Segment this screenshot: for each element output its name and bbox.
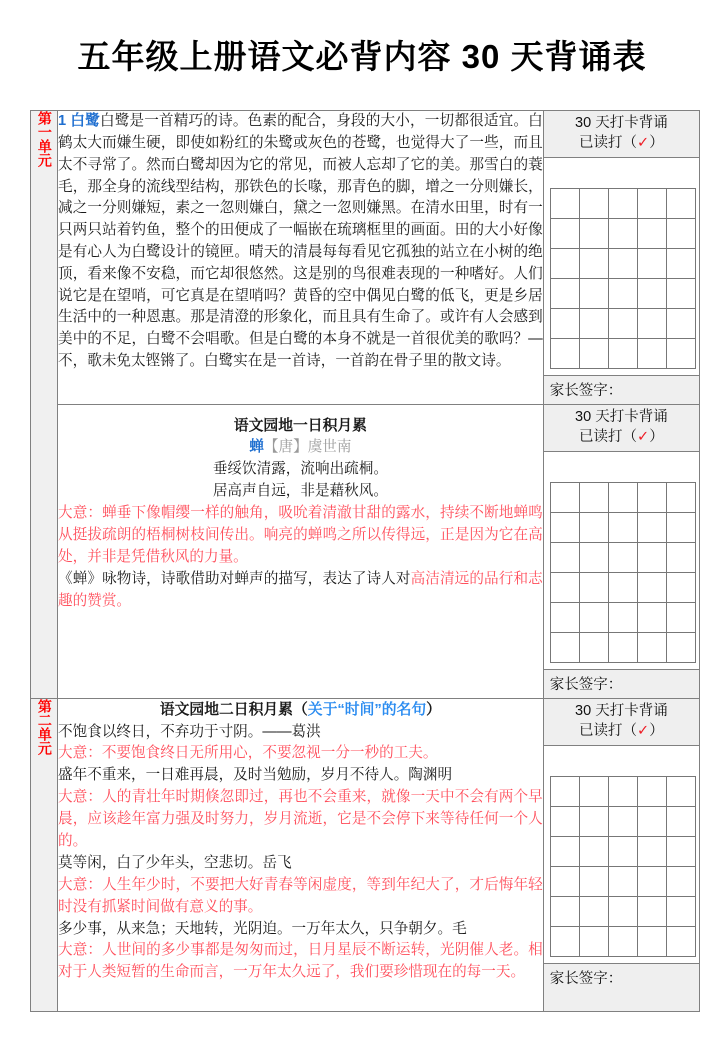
day-cell[interactable]: [608, 513, 637, 543]
day-cell[interactable]: [608, 249, 637, 279]
day-cell[interactable]: [550, 573, 579, 603]
day-cell[interactable]: [608, 633, 637, 663]
day-grid-row: [550, 867, 695, 897]
day-grid-row: [550, 513, 695, 543]
day-cell[interactable]: [579, 483, 608, 513]
table-row: [31, 405, 700, 699]
tracker-cell-3: [543, 699, 699, 1012]
tracker-header-line2: [546, 428, 697, 448]
day-cell[interactable]: [666, 837, 695, 867]
passage-body: 白鹭是一首精巧的诗。色素的配合，身段的大小，一切都很适宜。白鹤太大而嫌生硬，即使如粉红的朱鹭或灰色的苍鹭，也觉得大了一些，而且太不寻常了。然而白鹭却因为它的常见，而被人忘却了它的美。那雪白的蓑毛，那全身的流线型结构，那铁色的长喙，那青色的脚，增之一分则嫌长，减之一分则嫌短，素之一忽则嫌白，黛之一忽则嫌黑。在清水田里，时有一只两只站着钓鱼，整个的田便成了一幅嵌在琉璃框里的画面。田的大小好像是有心人为白鹭设计的镜匣。晴天的清晨每每看见它孤独的站立在小树的绝顶，看来像不安稳，而它却很悠然。这是别的鸟很难表现的一种嗜好。人们说它是在望哨，可它真是在望哨吗？黄昏的空中偶见白鹭的低飞，更是乡居生活中的一种恩惠。那是清澄的形象化，而且具有生命了。或许有人会感到美中的不足，白鹭不会唱歌。但是白鹭的本身不就是一首很优美的歌吗？—不，歌未免太铿锵了。白鹭实在是一首诗，一首韵在骨子里的散文诗。: [58, 113, 543, 370]
quote-meaning: 大意：人世间的多少事都是匆匆而过，日月星辰不断运转，光阴催人老。相对于人类短暂的生命而言，一万年太久远了，我们要珍惜现在的每一天。: [58, 942, 543, 981]
day-cell[interactable]: [666, 897, 695, 927]
day-cell[interactable]: [608, 189, 637, 219]
day-cell[interactable]: [637, 867, 666, 897]
tracker-cell-1: [543, 111, 699, 405]
day-cell[interactable]: [637, 777, 666, 807]
day-cell[interactable]: [608, 219, 637, 249]
day-cell[interactable]: [550, 249, 579, 279]
table-row: [31, 111, 700, 405]
day-cell[interactable]: [637, 543, 666, 573]
tracker-grid-body-2: [544, 452, 699, 669]
day-cell[interactable]: [608, 777, 637, 807]
day-grid-row: [550, 219, 695, 249]
check-icon: ✓: [637, 134, 650, 151]
day-cell[interactable]: [666, 633, 695, 663]
table-row: [31, 699, 700, 1012]
day-cell[interactable]: [579, 543, 608, 573]
poem-meaning-note: 大意：蝉垂下像帽缨一样的触角，吸吮着清澈甘甜的露水，持续不断地蝉鸣从挺拔疏朗的梧桐树枝间传出。响亮的蝉鸣之所以传得远，正是因为它在高处，并非是凭借秋风的力量。: [58, 505, 543, 565]
unit-label-cell-2: [31, 699, 58, 1012]
tracker-read-suffix: ）: [649, 428, 664, 445]
check-icon: ✓: [637, 428, 650, 445]
quote-text: 莫等闲，白了少年头，空悲切。岳飞: [58, 854, 292, 871]
day-cell[interactable]: [579, 189, 608, 219]
day-cell[interactable]: [608, 573, 637, 603]
day-cell[interactable]: [579, 897, 608, 927]
poem-line: 垂绥饮清露，流响出疏桐。: [212, 461, 388, 478]
tracker-grid-body-1: [544, 158, 699, 375]
day-cell[interactable]: [666, 573, 695, 603]
day-cell[interactable]: [579, 339, 608, 369]
day-cell[interactable]: [608, 339, 637, 369]
day-grid-row: [550, 603, 695, 633]
day-cell[interactable]: [550, 543, 579, 573]
day-cell[interactable]: [637, 483, 666, 513]
day-cell[interactable]: [666, 603, 695, 633]
day-cell[interactable]: [579, 249, 608, 279]
day-cell[interactable]: [637, 339, 666, 369]
quote-meaning: 大意：不要饱食终日无所用心，不要忽视一分一秒的工夫。: [58, 745, 438, 762]
day-cell[interactable]: [637, 807, 666, 837]
day-cell[interactable]: [666, 339, 695, 369]
day-cell[interactable]: [666, 513, 695, 543]
day-cell[interactable]: [666, 777, 695, 807]
day-grid-row: [550, 573, 695, 603]
worksheet-page: [0, 22, 724, 1046]
day-cell[interactable]: [608, 927, 637, 957]
day-cell[interactable]: [550, 807, 579, 837]
day-cell[interactable]: [637, 927, 666, 957]
note-red-part: 高洁清远的品行和志趣的赞赏。: [58, 570, 543, 609]
tracker-read-prefix: 已读打（: [579, 722, 638, 739]
passage-bailu: [58, 111, 543, 373]
day-grid-row: [550, 927, 695, 957]
parent-signature-2[interactable]: 家长签字：: [544, 669, 699, 698]
day-cell[interactable]: [550, 189, 579, 219]
day-grid-row: [550, 279, 695, 309]
day-cell[interactable]: [637, 513, 666, 543]
day-grid-2: [550, 482, 696, 663]
day-cell[interactable]: [579, 219, 608, 249]
tracker-header-1: [544, 111, 699, 158]
day-cell[interactable]: [550, 897, 579, 927]
day-cell[interactable]: [579, 513, 608, 543]
heading-blue-part: 关于“时间”的名句: [307, 702, 427, 719]
day-grid-1: [550, 188, 696, 369]
day-cell[interactable]: [608, 837, 637, 867]
poem-author: 【唐】虞世南: [263, 439, 352, 456]
tracker-read-prefix: 已读打（: [579, 428, 638, 445]
tracker-header-3: [544, 699, 699, 746]
day-cell[interactable]: [666, 927, 695, 957]
tracker-header-line1: 30 天打卡背诵: [575, 703, 668, 720]
day-grid-row: [550, 483, 695, 513]
day-cell[interactable]: [550, 309, 579, 339]
heading-black-start: 语文园地二日积月累（: [159, 702, 308, 719]
day-cell[interactable]: [550, 867, 579, 897]
poem-byline: [58, 437, 543, 459]
check-icon: ✓: [637, 722, 650, 739]
unit-label-text: 第一单元: [36, 111, 53, 168]
day-cell[interactable]: [637, 573, 666, 603]
day-grid-row: [550, 339, 695, 369]
day-cell[interactable]: [666, 483, 695, 513]
tracker-header-line2: [546, 722, 697, 742]
day-cell[interactable]: [579, 633, 608, 663]
recitation-table: [30, 110, 700, 1012]
quote-meaning: 大意：人生年少时，不要把大好青春等闲虚度，等到年纪大了，才后悔年轻时没有抓紧时间做有意义的事。: [58, 876, 543, 915]
day-cell[interactable]: [608, 603, 637, 633]
day-cell[interactable]: [550, 603, 579, 633]
day-cell[interactable]: [608, 279, 637, 309]
tracker-read-prefix: 已读打（: [579, 134, 638, 151]
day-cell[interactable]: [579, 777, 608, 807]
tracker-read-suffix: ）: [649, 722, 664, 739]
day-cell[interactable]: [550, 513, 579, 543]
day-cell[interactable]: [579, 807, 608, 837]
day-cell[interactable]: [637, 633, 666, 663]
day-grid-row: [550, 543, 695, 573]
day-cell[interactable]: [666, 249, 695, 279]
day-cell[interactable]: [579, 309, 608, 339]
day-cell[interactable]: [666, 189, 695, 219]
unit-label-text: 第二单元: [36, 699, 53, 756]
day-cell[interactable]: [608, 867, 637, 897]
day-cell[interactable]: [579, 867, 608, 897]
heading-black-end: ）: [426, 702, 441, 719]
day-cell[interactable]: [608, 309, 637, 339]
day-cell[interactable]: [637, 189, 666, 219]
day-cell[interactable]: [666, 219, 695, 249]
day-cell[interactable]: [637, 309, 666, 339]
day-cell[interactable]: [608, 483, 637, 513]
tracker-grid-body-3: [544, 746, 699, 963]
day-cell[interactable]: [637, 219, 666, 249]
content-cell-yuandi-2: [58, 699, 544, 1012]
day-cell[interactable]: [608, 543, 637, 573]
day-cell[interactable]: [637, 279, 666, 309]
quote-text: 多少事，从来急；天地转，光阴迫。一万年太久，只争朝夕。毛: [58, 920, 467, 937]
parent-signature-3[interactable]: 家长签字：: [544, 963, 699, 1011]
day-grid-row: [550, 309, 695, 339]
day-cell[interactable]: [608, 897, 637, 927]
day-cell[interactable]: [637, 897, 666, 927]
poem-appreciation-note: [58, 569, 543, 613]
tracker-header-2: [544, 405, 699, 452]
quote-text: 盛年不重来，一日难再晨，及时当勉励，岁月不待人。陶渊明: [58, 767, 453, 784]
day-cell[interactable]: [637, 603, 666, 633]
day-cell[interactable]: [550, 483, 579, 513]
unit-label-cell-1: [31, 111, 58, 699]
parent-signature-1[interactable]: 家长签字：: [544, 375, 699, 404]
day-grid-row: [550, 777, 695, 807]
day-cell[interactable]: [550, 777, 579, 807]
day-grid-row: [550, 837, 695, 867]
day-grid-row: [550, 807, 695, 837]
day-cell[interactable]: [550, 279, 579, 309]
content-cell-yuandi-1: [58, 405, 544, 699]
section-heading-yuandi2: [58, 699, 543, 721]
section-heading-yuandi1: 语文园地一日积月累: [233, 418, 367, 435]
day-cell[interactable]: [608, 807, 637, 837]
day-grid-row: [550, 189, 695, 219]
poem-line: 居高声自远，非是藉秋风。: [212, 483, 388, 500]
day-cell[interactable]: [579, 279, 608, 309]
day-grid-row: [550, 249, 695, 279]
day-cell[interactable]: [550, 633, 579, 663]
day-cell[interactable]: [550, 837, 579, 867]
day-cell[interactable]: [579, 573, 608, 603]
day-cell[interactable]: [666, 867, 695, 897]
day-grid-row: [550, 633, 695, 663]
quote-meaning: 大意：人的青壮年时期倏忽即过，再也不会重来，就像一天中不会有两个早晨，应该趁年富力强及时努力，岁月流逝，它是不会停下来等待任何一个人的。: [58, 789, 543, 849]
day-cell[interactable]: [550, 339, 579, 369]
day-cell[interactable]: [637, 837, 666, 867]
day-cell[interactable]: [550, 219, 579, 249]
day-grid-row: [550, 897, 695, 927]
tracker-cell-2: [543, 405, 699, 699]
day-cell[interactable]: [666, 279, 695, 309]
day-grid-3: [550, 776, 696, 957]
page-title: 五年级上册语文必背内容 30 天背诵表: [77, 38, 647, 76]
poem-title: 蝉: [249, 439, 264, 456]
day-cell[interactable]: [666, 543, 695, 573]
day-cell[interactable]: [579, 927, 608, 957]
tracker-header-line1: 30 天打卡背诵: [575, 115, 668, 132]
day-cell[interactable]: [637, 249, 666, 279]
lesson-title: 白鹭: [70, 113, 100, 130]
quote-text: 不饱食以终日，不弃功于寸阴。——葛洪: [58, 723, 321, 740]
day-cell[interactable]: [550, 927, 579, 957]
lesson-number: 1: [58, 113, 67, 130]
day-cell[interactable]: [666, 807, 695, 837]
tracker-read-suffix: ）: [649, 134, 664, 151]
note-black-part: 《蝉》咏物诗，诗歌借助对蝉声的描写，表达了诗人对: [58, 570, 411, 587]
day-cell[interactable]: [579, 837, 608, 867]
tracker-header-line2: [546, 134, 697, 154]
day-cell[interactable]: [579, 603, 608, 633]
day-cell[interactable]: [666, 309, 695, 339]
tracker-header-line1: 30 天打卡背诵: [575, 409, 668, 426]
content-cell-bailu: [58, 111, 544, 405]
